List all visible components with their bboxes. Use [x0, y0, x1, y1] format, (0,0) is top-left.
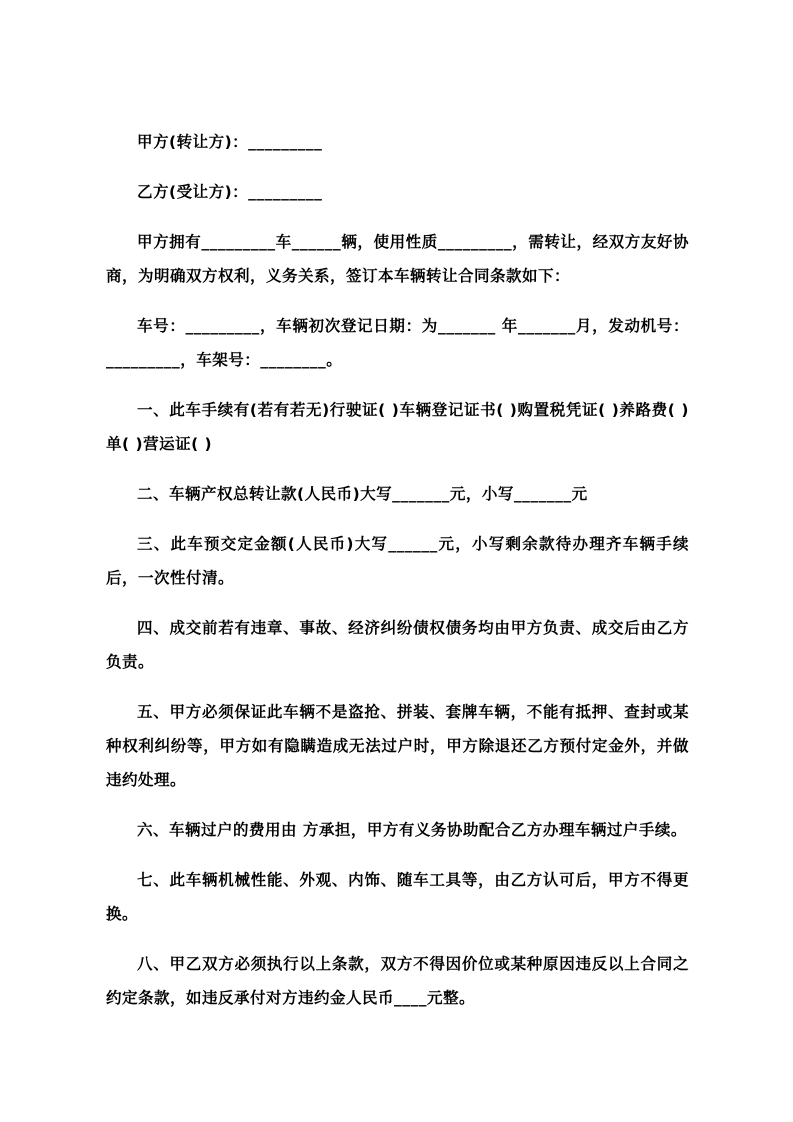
contract-body — [106, 125, 689, 1015]
clause-4-paragraph: 四、成交前若有违章、事故、经济纠纷债权债务均由甲方负责、成交后由乙方负责。 — [106, 619, 689, 671]
party-a-line: 甲方(转让方)：_________ — [137, 133, 323, 151]
clause-6-paragraph: 六、车辆过户的费用由 方承担，甲方有义务协助配合乙方办理车辆过户手续。 — [137, 821, 687, 839]
clause-8-paragraph: 八、甲乙双方必须执行以上条款，双方不得因价位或某种原因违反以上合同之约定条款，如违反承付对方违约金人民币____元整。 — [106, 955, 689, 1007]
party-b-line: 乙方(受让方)：_________ — [137, 183, 323, 201]
clause-2-paragraph: 二、车辆产权总转让款(人民币)大写_______元，小写_______元 — [137, 485, 588, 503]
clause-1-paragraph: 一、此车手续有(若有若无)行驶证( )车辆登记证书( )购置税凭证( )养路费( )单( )营运证( ) — [106, 401, 689, 453]
clause-5-paragraph: 五、甲方必须保证此车辆不是盗抢、拼装、套牌车辆，不能有抵押、查封或某种权利纠纷等，甲方如有隐瞒造成无法过户时，甲方除退还乙方预付定金外，并做违约处理。 — [106, 703, 689, 789]
vehicle-info-paragraph: 车号：_________，车辆初次登记日期：为_______ 年_______月，发动机号：_________，车架号：________。 — [106, 317, 689, 369]
clause-3-paragraph: 三、此车预交定金额(人民币)大写______元，小写剩余款待办理齐车辆手续后，一次性付清。 — [106, 535, 689, 587]
clause-7-paragraph: 七、此车辆机械性能、外观、内饰、随车工具等，由乙方认可后，甲方不得更换。 — [106, 871, 689, 923]
preamble-paragraph: 甲方拥有_________车______辆，使用性质_________，需转让，经双方友好协商，为明确双方权利，义务关系，签订本车辆转让合同条款如下： — [106, 233, 689, 285]
